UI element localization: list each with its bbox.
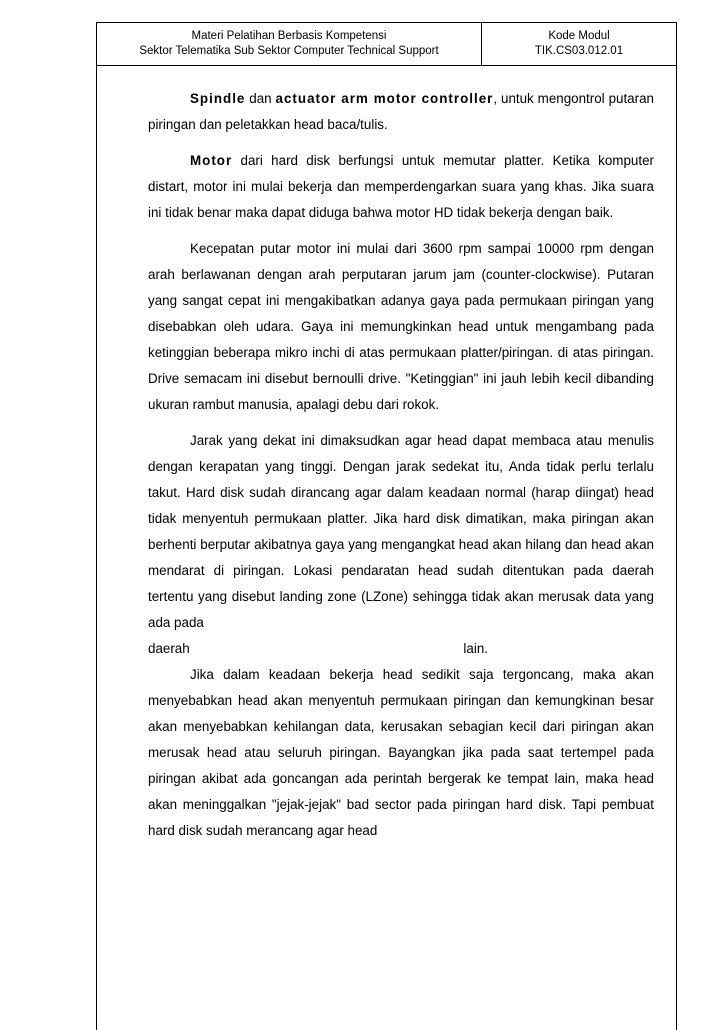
paragraph-shock: Jika dalam keadaan bekerja head sedikit saja tergoncang, maka akan menyebabkan head akan menyentuh permukaan piringan dan kemungkinan besar akan menyebabkan kehilangan data, kerusakan sebagian kecil dari piringan akan merusak head atau seluruh piringan. Bayangkan jika pada saat tertempel pada piringan akibat ada goncangan ada perintah bergerak ke tempat lain, maka head akan meninggalkan "jejak-jejak" bad sector pada piringan hard disk. Tapi pembuat hard disk sudah merancang agar head (148, 667, 654, 838)
text-lain: lain. (463, 641, 488, 656)
header-title-cell (97, 23, 482, 65)
module-header (96, 22, 677, 66)
keyword-spindle: Spindle (190, 91, 246, 106)
paragraph-text: dari hard disk berfungsi untuk memutar platter. Ketika komputer distart, motor ini mulai bekerja dan memperdengarkan suara yang khas. Jika suara ini tidak benar maka dapat diduga bahwa motor HD tidak bekerja dengan baik. (148, 153, 654, 220)
paragraph-spindle (148, 86, 654, 138)
paragraph-motor (148, 148, 654, 226)
paragraph-distance-end (148, 636, 488, 662)
paragraph-text: dan (245, 91, 276, 106)
text-daerah: daerah (148, 641, 190, 656)
header-code-label: Kode Modul (548, 30, 610, 42)
paragraph-speed: Kecepatan putar motor ini mulai dari 3600 rpm sampai 10000 rpm dengan arah berlawanan dengan arah perputaran jarum jam (counter-clockwise). Putaran yang sangat cepat ini mengakibatkan adanya gaya pada permukaan piringan yang disebabkan oleh udara. Gaya ini memungkinkan head untuk mengambang pada ketinggian beberapa mikro inchi di atas permukaan platter/piringan. di atas piringan. Drive semacam ini disebut bernoulli drive. "Ketinggian" ini jauh lebih kecil dibanding ukuran rambut manusia, apalagi debu dari rokok. (148, 241, 654, 412)
header-sector-title: Sektor Telematika Sub Sektor Computer Technical Support (139, 45, 439, 57)
paragraph-text: , untuk mengontrol putaran piringan dan peletakkan head baca/tulis. (148, 91, 654, 132)
header-code-cell (482, 23, 676, 65)
header-code-value: TIK.CS03.012.01 (534, 45, 624, 57)
header-training-title: Materi Pelatihan Berbasis Kompetensi (191, 30, 387, 42)
keyword-actuator: actuator arm motor controller (275, 91, 494, 106)
paragraph-distance: Jarak yang dekat ini dimaksudkan agar head dapat membaca atau menulis dengan kerapatan yang tinggi. Dengan jarak sedekat itu, Anda tidak perlu terlalu takut. Hard disk sudah dirancang agar dalam keadaan normal (harap diingat) head tidak menyentuh permukaan platter. Jika hard disk dimatikan, maka piringan akan berhenti berputar akibatnya gaya yang mengangkat head akan hilang dan head akan mendarat di piringan. Lokasi pendaratan head sudah ditentukan pada daerah tertentu yang disebut landing zone (LZone) sehingga tidak akan merusak data yang ada pada (148, 433, 654, 630)
keyword-motor: Motor (190, 153, 233, 168)
document-body (148, 86, 654, 844)
